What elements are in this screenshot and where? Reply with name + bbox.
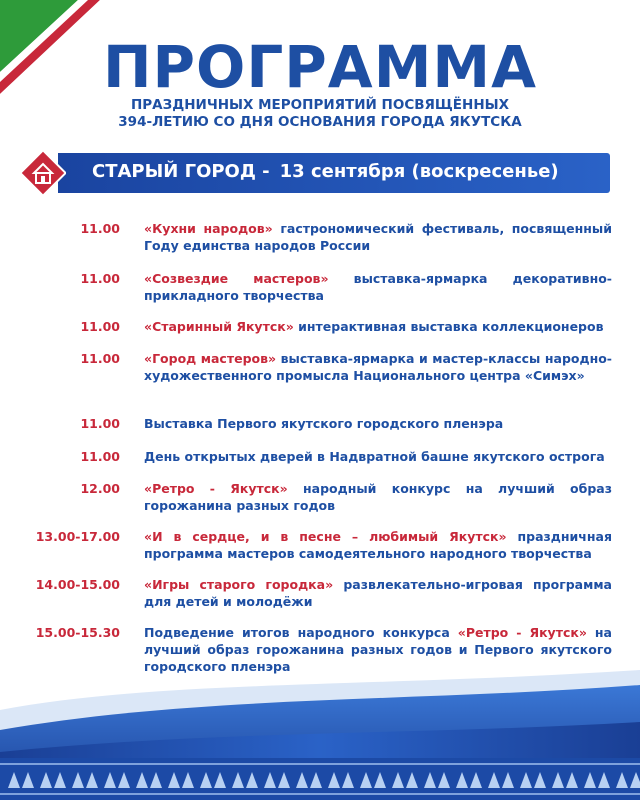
event-time: 11.00 [80, 449, 120, 464]
event-highlight: «Игры старого городка» [144, 577, 334, 592]
event-highlight: «Созвездие мастеров» [144, 271, 329, 286]
event-text: на лучший образ горожанина разных годов и Первого якутского городского пленэра [144, 625, 612, 674]
event-text: гастрономический фестиваль, посвященный Году единства народов России [144, 221, 612, 253]
banner-text [92, 161, 559, 182]
footer-ornament-decoration [0, 640, 640, 800]
event-description [144, 318, 612, 335]
event-time: 13.00-17.00 [35, 529, 120, 544]
event-highlight: «Кухни народов» [144, 221, 273, 236]
event-highlight: «Ретро - Якутск» [457, 625, 587, 640]
event-time: 11.00 [80, 351, 120, 366]
event-time: 11.00 [80, 221, 120, 236]
event-description [144, 448, 612, 465]
subtitle-line-2: 394-ЛЕТИЮ СО ДНЯ ОСНОВАНИЯ ГОРОДА ЯКУТСКА [118, 114, 522, 130]
event-time: 14.00-15.00 [35, 577, 120, 592]
event-text: Выставка Первого якутского городского пленэра [144, 416, 504, 431]
event-time: 12.00 [80, 481, 120, 496]
page-title: ПРОГРАММА [102, 33, 538, 101]
event-time: 11.00 [80, 416, 120, 431]
event-text: развлекательно-игровая программа для детей и молодёжи [144, 577, 612, 609]
event-highlight: «И в сердце, и в песне – любимый Якутск» [144, 529, 507, 544]
event-description [144, 528, 612, 562]
event-time: 15.00-15.30 [35, 625, 120, 640]
event-time: 11.00 [80, 271, 120, 286]
event-highlight: «Город мастеров» [144, 351, 277, 366]
event-description [144, 576, 612, 610]
event-description [144, 480, 612, 514]
event-description [144, 220, 612, 254]
event-highlight: «Старинный Якутск» [144, 319, 294, 334]
event-text: народный конкурс на лучший образ горожанина разных годов [144, 481, 612, 513]
event-time: 11.00 [80, 319, 120, 334]
subtitle-line-1: ПРАЗДНИЧНЫХ МЕРОПРИЯТИЙ ПОСВЯЩЁННЫХ [130, 97, 510, 113]
page-subtitle [0, 97, 640, 131]
banner-date: 13 сентября (воскресенье) [279, 161, 559, 182]
event-text: День открытых дверей в Надвратной башне якутского острога [144, 449, 605, 464]
section-banner [20, 150, 610, 196]
event-description [144, 270, 612, 304]
event-text: интерактивная выставка коллекционеров [293, 319, 604, 334]
event-text: выставка-ярмарка декоративно-прикладного творчества [144, 271, 612, 303]
event-text: выставка-ярмарка и мастер-классы народно-художественного промысла Национального центра «Симэх» [144, 351, 612, 383]
event-description [144, 350, 612, 384]
event-highlight: «Ретро - Якутск» [144, 481, 288, 496]
house-icon [20, 150, 66, 196]
event-text: праздничная программа мастеров самодеятельного народного творчества [144, 529, 612, 561]
banner-location: СТАРЫЙ ГОРОД - [92, 161, 270, 182]
event-prefix: Подведение итогов народного конкурса [144, 625, 458, 640]
event-description [144, 415, 612, 432]
